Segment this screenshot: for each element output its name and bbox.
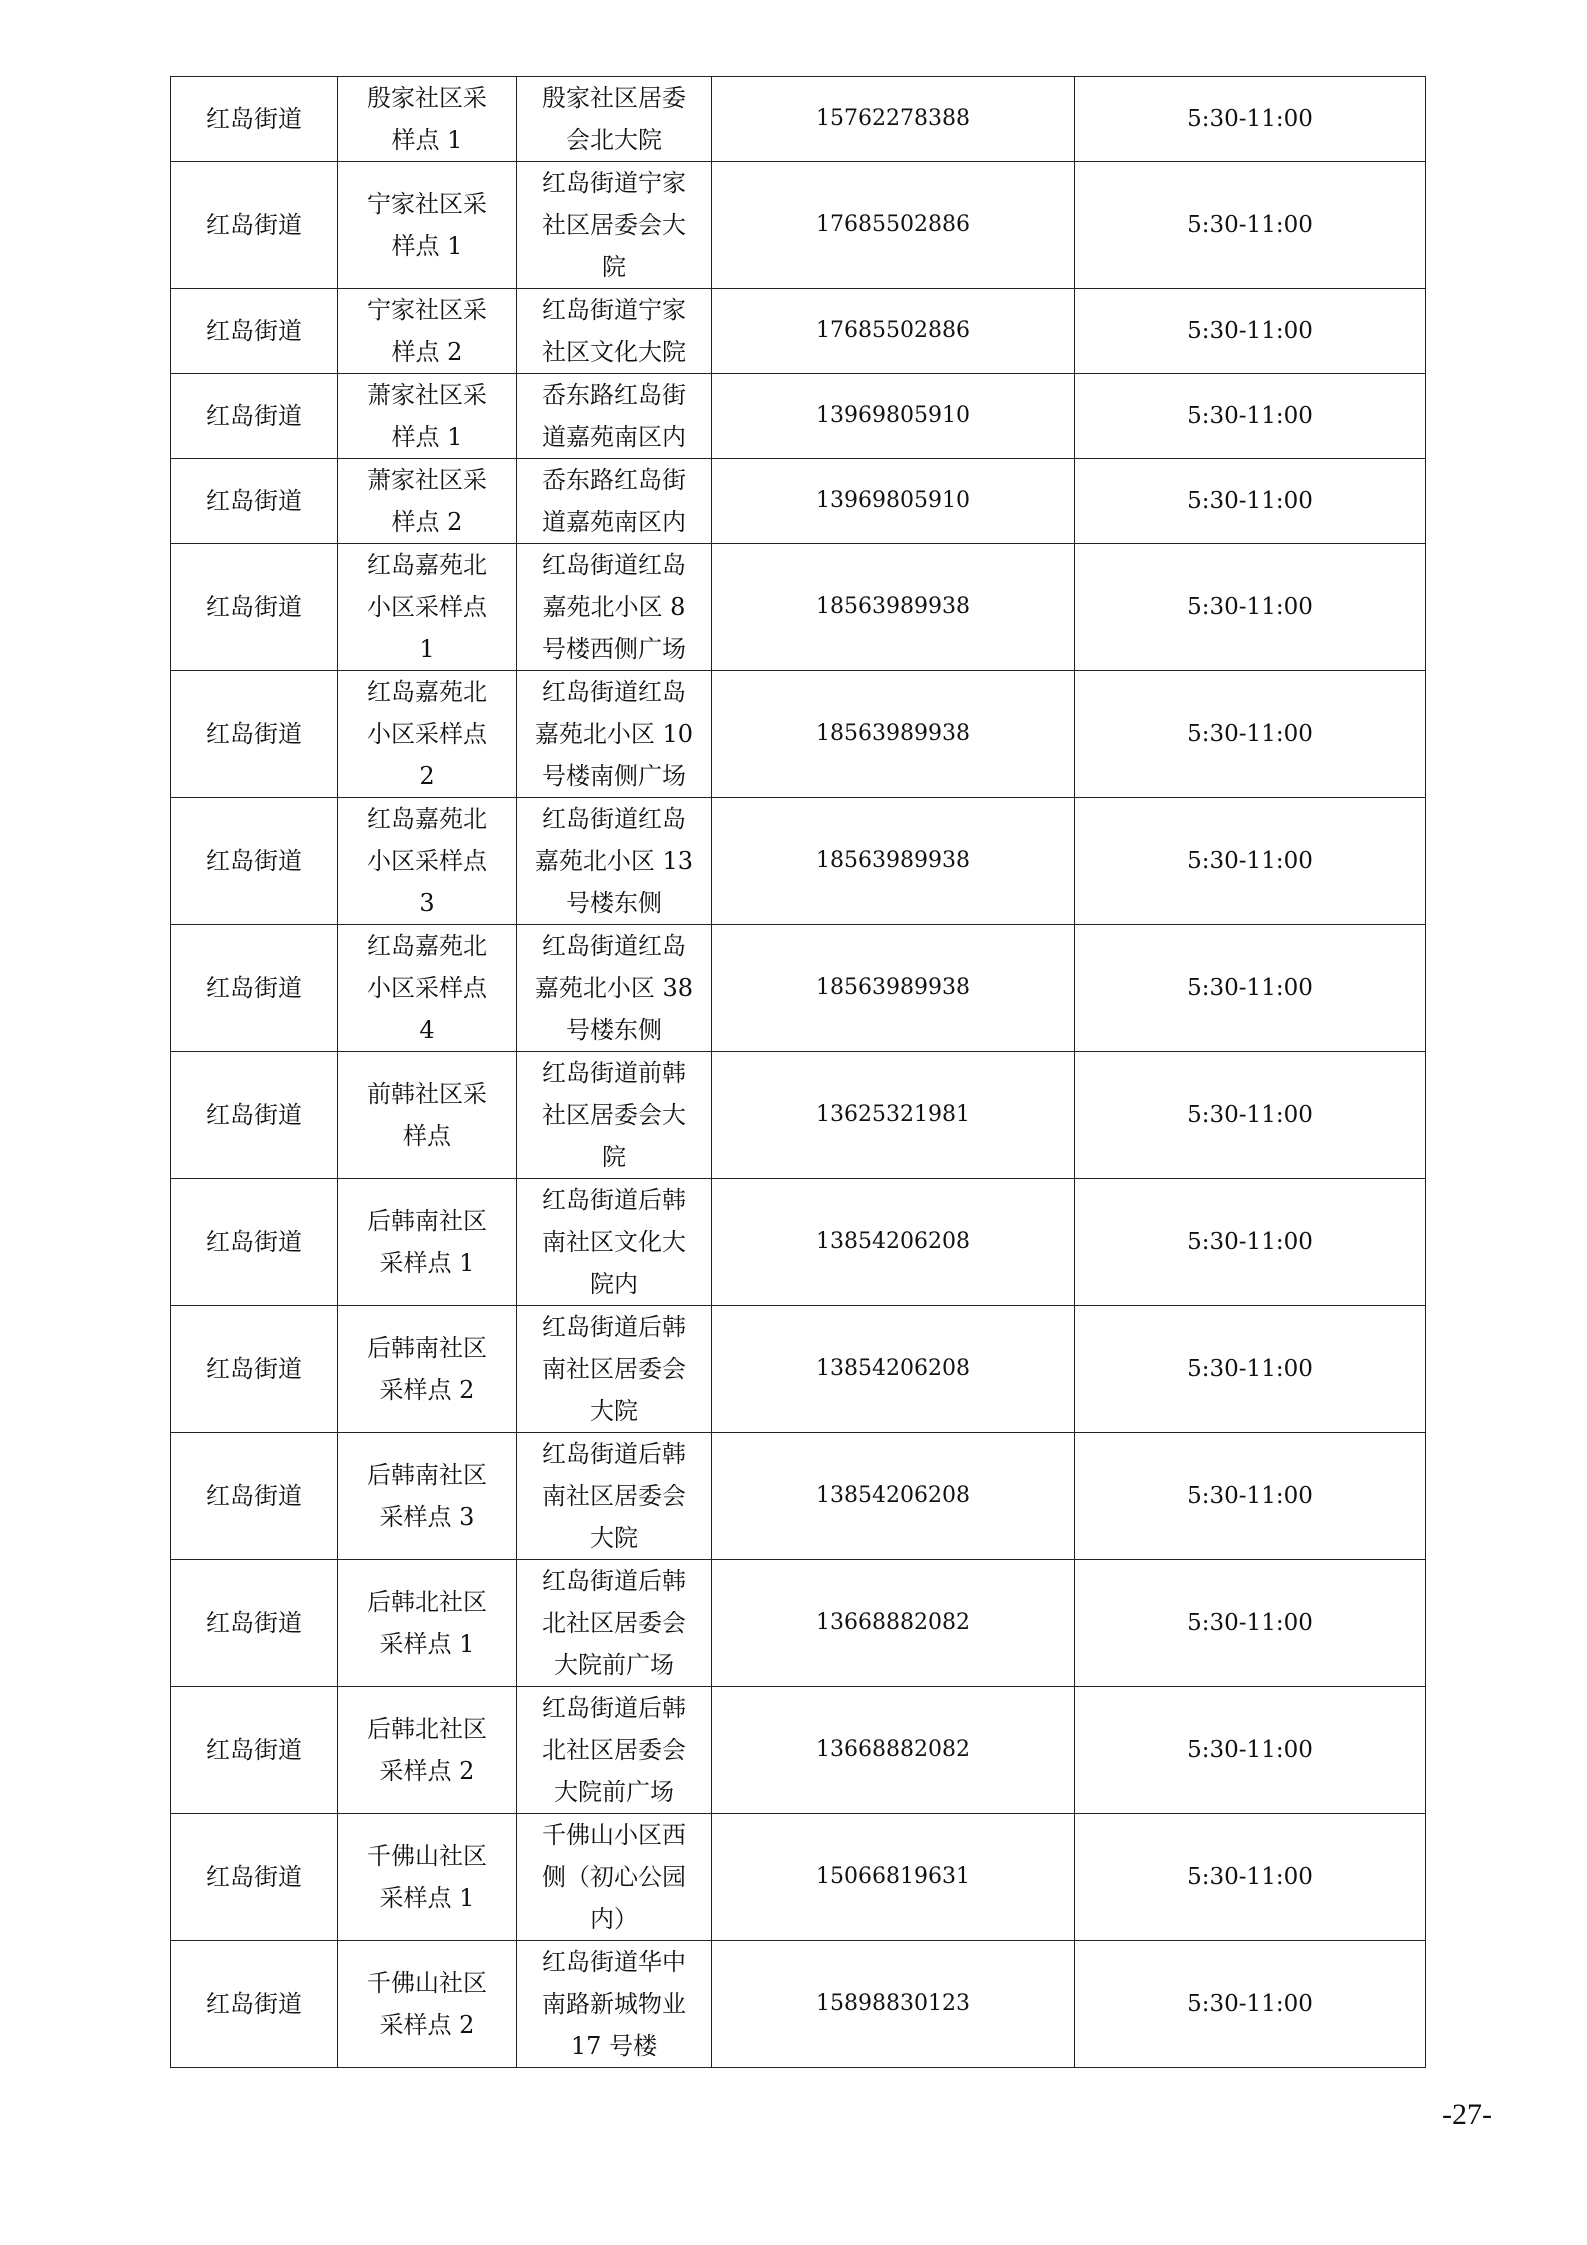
- site-name-cell: [338, 925, 517, 1052]
- hours-cell: 5:30-11:00: [1075, 1179, 1426, 1306]
- table-row: [171, 1306, 1426, 1433]
- address-cell-line: 南社区居委会: [542, 1355, 686, 1383]
- page-number: -27-: [1442, 2098, 1492, 2131]
- address-cell-line: 号楼东侧: [566, 1016, 662, 1044]
- address-cell-line: 千佛山小区西: [542, 1821, 686, 1849]
- phone-cell: 18563989938: [712, 671, 1075, 798]
- site-name-cell-line: 样点 2: [391, 508, 463, 536]
- phone-cell: 13854206208: [712, 1306, 1075, 1433]
- site-name-cell: [338, 544, 517, 671]
- site-name-cell-line: 2: [419, 762, 435, 790]
- site-name-cell: [338, 162, 517, 289]
- site-name-cell-line: 样点: [403, 1122, 451, 1150]
- site-name-cell-line: 千佛山社区: [367, 1969, 487, 1997]
- address-cell: [517, 1560, 712, 1687]
- table-body: [171, 77, 1426, 2068]
- table-row: [171, 1179, 1426, 1306]
- site-name-cell-line: 3: [419, 889, 435, 917]
- site-name-cell-line: 红岛嘉苑北: [367, 805, 487, 833]
- phone-cell: 15898830123: [712, 1941, 1075, 2068]
- address-cell-line: 大院前广场: [554, 1651, 674, 1679]
- address-cell-line: 会北大院: [566, 126, 662, 154]
- site-name-cell: [338, 289, 517, 374]
- address-cell-line: 院: [602, 253, 626, 281]
- site-name-cell-line: 后韩南社区: [367, 1461, 487, 1489]
- site-name-cell-line: 采样点 3: [379, 1503, 475, 1531]
- site-name-cell-line: 后韩南社区: [367, 1334, 487, 1362]
- address-cell-line: 嘉苑北小区 8: [542, 593, 686, 621]
- table-row: [171, 798, 1426, 925]
- street-cell: 红岛街道: [171, 544, 338, 671]
- hours-cell: 5:30-11:00: [1075, 1433, 1426, 1560]
- address-cell-line: 号楼南侧广场: [542, 762, 686, 790]
- street-cell: 红岛街道: [171, 798, 338, 925]
- table-row: [171, 1941, 1426, 2068]
- address-cell-line: 北社区居委会: [542, 1609, 686, 1637]
- address-cell: [517, 459, 712, 544]
- site-name-cell: [338, 1306, 517, 1433]
- site-name-cell-line: 小区采样点: [367, 974, 487, 1002]
- address-cell-line: 侧（初心公园: [542, 1863, 686, 1891]
- table-row: [171, 289, 1426, 374]
- phone-cell: 15066819631: [712, 1814, 1075, 1941]
- street-cell: 红岛街道: [171, 77, 338, 162]
- address-cell-line: 南路新城物业: [542, 1990, 686, 2018]
- address-cell-line: 殷家社区居委: [542, 84, 686, 112]
- hours-cell: 5:30-11:00: [1075, 1306, 1426, 1433]
- site-name-cell-line: 红岛嘉苑北: [367, 551, 487, 579]
- phone-cell: 18563989938: [712, 798, 1075, 925]
- table-row: [171, 671, 1426, 798]
- street-cell: 红岛街道: [171, 1560, 338, 1687]
- street-cell: 红岛街道: [171, 1052, 338, 1179]
- phone-cell: 13668882082: [712, 1687, 1075, 1814]
- table-row: [171, 1687, 1426, 1814]
- table-row: [171, 925, 1426, 1052]
- site-name-cell-line: 后韩南社区: [367, 1207, 487, 1235]
- address-cell-line: 道嘉苑南区内: [542, 508, 686, 536]
- site-name-cell-line: 前韩社区采: [367, 1080, 487, 1108]
- address-cell-line: 南社区文化大: [542, 1228, 686, 1256]
- site-name-cell-line: 采样点 2: [379, 1757, 475, 1785]
- address-cell-line: 红岛街道红岛: [542, 551, 686, 579]
- site-name-cell-line: 小区采样点: [367, 847, 487, 875]
- street-cell: 红岛街道: [171, 1433, 338, 1560]
- site-name-cell: [338, 459, 517, 544]
- street-cell: 红岛街道: [171, 374, 338, 459]
- address-cell-line: 嘉苑北小区 10: [534, 720, 694, 748]
- site-name-cell-line: 采样点 2: [379, 1376, 475, 1404]
- site-name-cell-line: 宁家社区采: [367, 190, 487, 218]
- site-name-cell-line: 1: [419, 635, 435, 663]
- hours-cell: 5:30-11:00: [1075, 1814, 1426, 1941]
- hours-cell: 5:30-11:00: [1075, 1941, 1426, 2068]
- phone-cell: 18563989938: [712, 544, 1075, 671]
- site-name-cell-line: 后韩北社区: [367, 1588, 487, 1616]
- address-cell-line: 道嘉苑南区内: [542, 423, 686, 451]
- hours-cell: 5:30-11:00: [1075, 671, 1426, 798]
- phone-cell: 13668882082: [712, 1560, 1075, 1687]
- site-name-cell: [338, 1941, 517, 2068]
- site-name-cell-line: 红岛嘉苑北: [367, 678, 487, 706]
- address-cell: [517, 1687, 712, 1814]
- site-name-cell-line: 小区采样点: [367, 720, 487, 748]
- address-cell-line: 院: [602, 1143, 626, 1171]
- address-cell-line: 大院前广场: [554, 1778, 674, 1806]
- table-row: [171, 77, 1426, 162]
- site-name-cell-line: 殷家社区采: [367, 84, 487, 112]
- site-name-cell-line: 采样点 1: [379, 1630, 475, 1658]
- site-name-cell: [338, 77, 517, 162]
- table-row: [171, 1433, 1426, 1560]
- street-cell: 红岛街道: [171, 1941, 338, 2068]
- address-cell: [517, 798, 712, 925]
- site-name-cell: [338, 1814, 517, 1941]
- address-cell-line: 红岛街道宁家: [542, 296, 686, 324]
- address-cell-line: 岙东路红岛街: [542, 466, 686, 494]
- address-cell-line: 红岛街道宁家: [542, 169, 686, 197]
- site-name-cell-line: 采样点 1: [379, 1249, 475, 1277]
- address-cell: [517, 544, 712, 671]
- hours-cell: 5:30-11:00: [1075, 925, 1426, 1052]
- phone-cell: 17685502886: [712, 162, 1075, 289]
- address-cell-line: 红岛街道红岛: [542, 932, 686, 960]
- address-cell: [517, 77, 712, 162]
- address-cell: [517, 671, 712, 798]
- table-row: [171, 1814, 1426, 1941]
- phone-cell: 17685502886: [712, 289, 1075, 374]
- address-cell-line: 嘉苑北小区 38: [534, 974, 694, 1002]
- table-row: [171, 374, 1426, 459]
- site-name-cell: [338, 1179, 517, 1306]
- street-cell: 红岛街道: [171, 1814, 338, 1941]
- address-cell-line: 红岛街道后韩: [542, 1313, 686, 1341]
- phone-cell: 13969805910: [712, 459, 1075, 544]
- table-row: [171, 1052, 1426, 1179]
- site-name-cell-line: 样点 1: [391, 232, 463, 260]
- site-name-cell-line: 采样点 2: [379, 2011, 475, 2039]
- hours-cell: 5:30-11:00: [1075, 1687, 1426, 1814]
- site-name-cell-line: 4: [419, 1016, 435, 1044]
- phone-cell: 13969805910: [712, 374, 1075, 459]
- phone-cell: 15762278388: [712, 77, 1075, 162]
- hours-cell: 5:30-11:00: [1075, 77, 1426, 162]
- phone-cell: 13625321981: [712, 1052, 1075, 1179]
- site-name-cell-line: 萧家社区采: [367, 381, 487, 409]
- address-cell-line: 号楼西侧广场: [542, 635, 686, 663]
- address-cell-line: 大院: [590, 1397, 638, 1425]
- site-name-cell: [338, 671, 517, 798]
- hours-cell: 5:30-11:00: [1075, 544, 1426, 671]
- site-name-cell-line: 小区采样点: [367, 593, 487, 621]
- address-cell-line: 南社区居委会: [542, 1482, 686, 1510]
- site-name-cell: [338, 1687, 517, 1814]
- phone-cell: 13854206208: [712, 1433, 1075, 1560]
- address-cell: [517, 162, 712, 289]
- sampling-sites-table: [170, 76, 1426, 2068]
- site-name-cell-line: 红岛嘉苑北: [367, 932, 487, 960]
- phone-cell: 18563989938: [712, 925, 1075, 1052]
- site-name-cell-line: 采样点 1: [379, 1884, 475, 1912]
- street-cell: 红岛街道: [171, 1179, 338, 1306]
- street-cell: 红岛街道: [171, 1306, 338, 1433]
- address-cell-line: 红岛街道后韩: [542, 1694, 686, 1722]
- hours-cell: 5:30-11:00: [1075, 798, 1426, 925]
- address-cell: [517, 1814, 712, 1941]
- site-name-cell-line: 后韩北社区: [367, 1715, 487, 1743]
- address-cell-line: 红岛街道后韩: [542, 1567, 686, 1595]
- site-name-cell: [338, 1052, 517, 1179]
- address-cell-line: 嘉苑北小区 13: [534, 847, 694, 875]
- address-cell: [517, 289, 712, 374]
- address-cell-line: 岙东路红岛街: [542, 381, 686, 409]
- address-cell-line: 社区居委会大: [542, 211, 686, 239]
- address-cell: [517, 1306, 712, 1433]
- table-row: [171, 1560, 1426, 1687]
- site-name-cell-line: 样点 2: [391, 338, 463, 366]
- site-name-cell: [338, 374, 517, 459]
- address-cell-line: 内）: [590, 1905, 638, 1933]
- hours-cell: 5:30-11:00: [1075, 162, 1426, 289]
- address-cell-line: 17 号楼: [570, 2032, 658, 2060]
- hours-cell: 5:30-11:00: [1075, 1052, 1426, 1179]
- address-cell-line: 红岛街道前韩: [542, 1059, 686, 1087]
- street-cell: 红岛街道: [171, 1687, 338, 1814]
- address-cell: [517, 1941, 712, 2068]
- address-cell-line: 院内: [590, 1270, 638, 1298]
- table-row: [171, 459, 1426, 544]
- address-cell-line: 红岛街道红岛: [542, 805, 686, 833]
- site-name-cell: [338, 798, 517, 925]
- site-name-cell: [338, 1433, 517, 1560]
- site-name-cell-line: 萧家社区采: [367, 466, 487, 494]
- address-cell: [517, 1179, 712, 1306]
- address-cell-line: 社区居委会大: [542, 1101, 686, 1129]
- table-row: [171, 162, 1426, 289]
- address-cell-line: 大院: [590, 1524, 638, 1552]
- hours-cell: 5:30-11:00: [1075, 289, 1426, 374]
- address-cell: [517, 925, 712, 1052]
- address-cell-line: 社区文化大院: [542, 338, 686, 366]
- hours-cell: 5:30-11:00: [1075, 374, 1426, 459]
- site-name-cell-line: 千佛山社区: [367, 1842, 487, 1870]
- street-cell: 红岛街道: [171, 162, 338, 289]
- address-cell-line: 北社区居委会: [542, 1736, 686, 1764]
- address-cell: [517, 1052, 712, 1179]
- address-cell-line: 红岛街道后韩: [542, 1440, 686, 1468]
- site-name-cell: [338, 1560, 517, 1687]
- street-cell: 红岛街道: [171, 671, 338, 798]
- street-cell: 红岛街道: [171, 289, 338, 374]
- site-name-cell-line: 样点 1: [391, 126, 463, 154]
- phone-cell: 13854206208: [712, 1179, 1075, 1306]
- hours-cell: 5:30-11:00: [1075, 459, 1426, 544]
- address-cell-line: 红岛街道华中: [542, 1948, 686, 1976]
- street-cell: 红岛街道: [171, 925, 338, 1052]
- address-cell: [517, 1433, 712, 1560]
- table-row: [171, 544, 1426, 671]
- address-cell-line: 号楼东侧: [566, 889, 662, 917]
- address-cell-line: 红岛街道后韩: [542, 1186, 686, 1214]
- address-cell-line: 红岛街道红岛: [542, 678, 686, 706]
- hours-cell: 5:30-11:00: [1075, 1560, 1426, 1687]
- street-cell: 红岛街道: [171, 459, 338, 544]
- address-cell: [517, 374, 712, 459]
- site-name-cell-line: 宁家社区采: [367, 296, 487, 324]
- site-name-cell-line: 样点 1: [391, 423, 463, 451]
